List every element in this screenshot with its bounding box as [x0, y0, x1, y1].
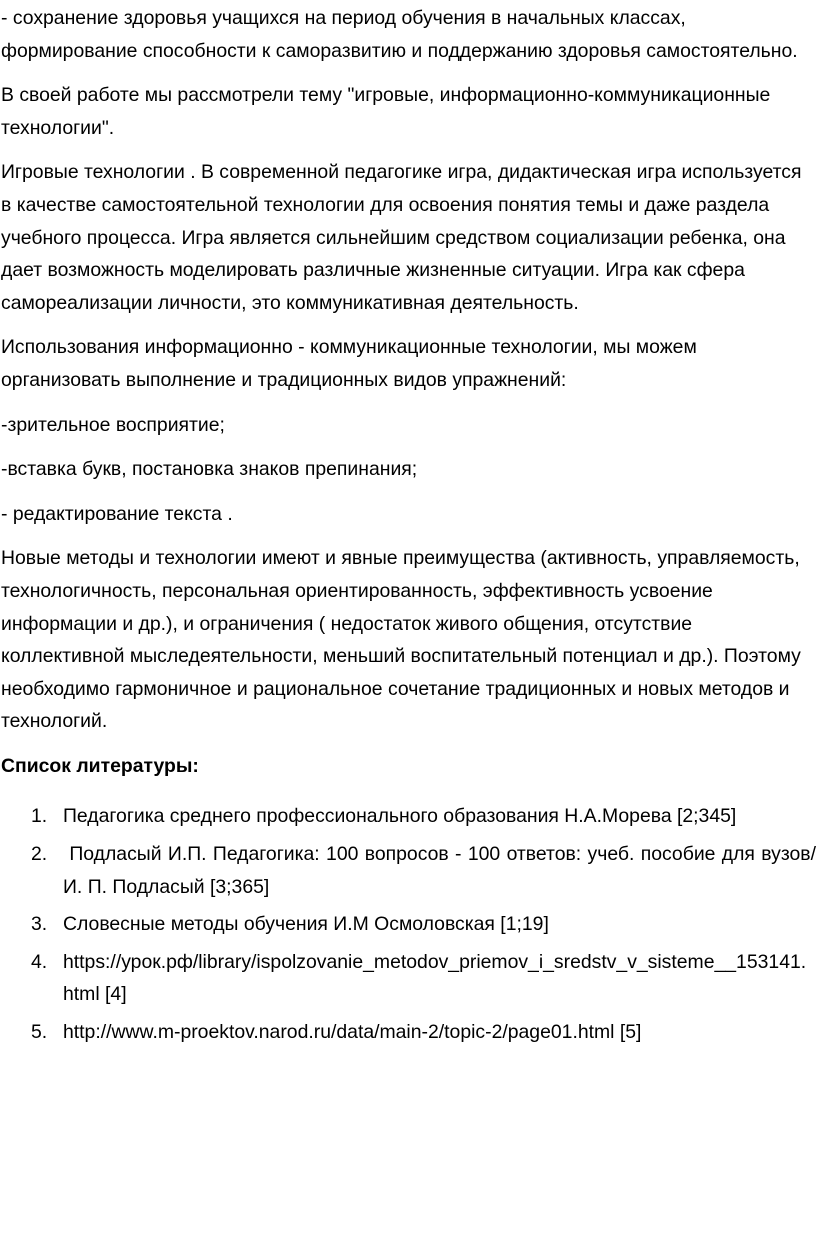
reference-link[interactable]: http://www.m-proektov.narod.ru/data/main-2/topic-2/page01.html [5] — [63, 1021, 642, 1044]
paragraph-new-methods: Новые методы и технологии имеют и явные преимущества (активность, управляемость, технологичность, персональная ориентированность, эффективность усвоение информации и др.), и ограничения ( недостаток живого общения, отсутствие коллективной мыследеятельности, меньший воспитательный потенциал и др.). Поэтому необходимо гармоничное и рациональное сочетание традиционных и новых методов и технологий. — [1, 547, 801, 733]
paragraph-health: - сохранение здоровья учащихся на период обучения в начальных классах, формирование способности к саморазвитию и поддержанию здоровья самостоятельно. — [1, 7, 798, 62]
paragraph-topic: В своей работе мы рассмотрели тему "игровые, информационно-коммуникационные технологии". — [1, 84, 771, 139]
reference-number: 5. — [31, 1021, 48, 1044]
reference-number: 4. — [31, 950, 48, 973]
reference-item[interactable] — [1, 1016, 816, 1049]
paragraph-game-technologies: Игровые технологии . В современной педагогике игра, дидактическая игра используется в качестве самостоятельной технологии для освоения понятия темы и даже раздела учебного процесса. Игра является сильнейшим средством социализации ребенка, она дает возможность моделировать различные жизненные ситуации. Игра как сфера самореализации личности, это коммуникативная деятельность. — [1, 161, 802, 314]
references-heading: Список литературы: — [1, 754, 199, 777]
reference-item — [1, 838, 816, 903]
reference-text: Педагогика среднего профессионального образования Н.А.Морева [2;345] — [63, 805, 737, 828]
reference-item — [1, 908, 816, 941]
reference-number: 1. — [31, 805, 48, 828]
reference-text: Словесные методы обучения И.М Осмоловская [1;19] — [63, 913, 549, 936]
references-list — [1, 800, 816, 1048]
reference-number: 3. — [31, 913, 48, 936]
reference-item — [1, 800, 816, 833]
reference-number: 2. — [31, 843, 48, 866]
reference-link[interactable]: https://урок.рф/library/ispolzovanie_metodov_priemov_i_sredstv_v_sisteme__153141.html [4] — [63, 950, 807, 1006]
reference-item[interactable] — [1, 946, 816, 1011]
paragraph-letter-insertion: -вставка букв, постановка знаков препинания; — [1, 458, 418, 481]
paragraph-text-editing: - редактирование текста . — [1, 502, 233, 525]
document-page — [0, 2, 816, 1241]
paragraph-ict-usage: Использования информационно - коммуникационные технологии, мы можем организовать выполнение и традиционных видов упражнений: — [1, 336, 697, 391]
reference-text: Подласый И.П. Педагогика: 100 вопросов - 100 ответов: учеб. пособие для вузов/ И. П. Подласый [3;365] — [63, 843, 816, 898]
paragraph-visual-perception: -зрительное восприятие; — [1, 413, 225, 436]
